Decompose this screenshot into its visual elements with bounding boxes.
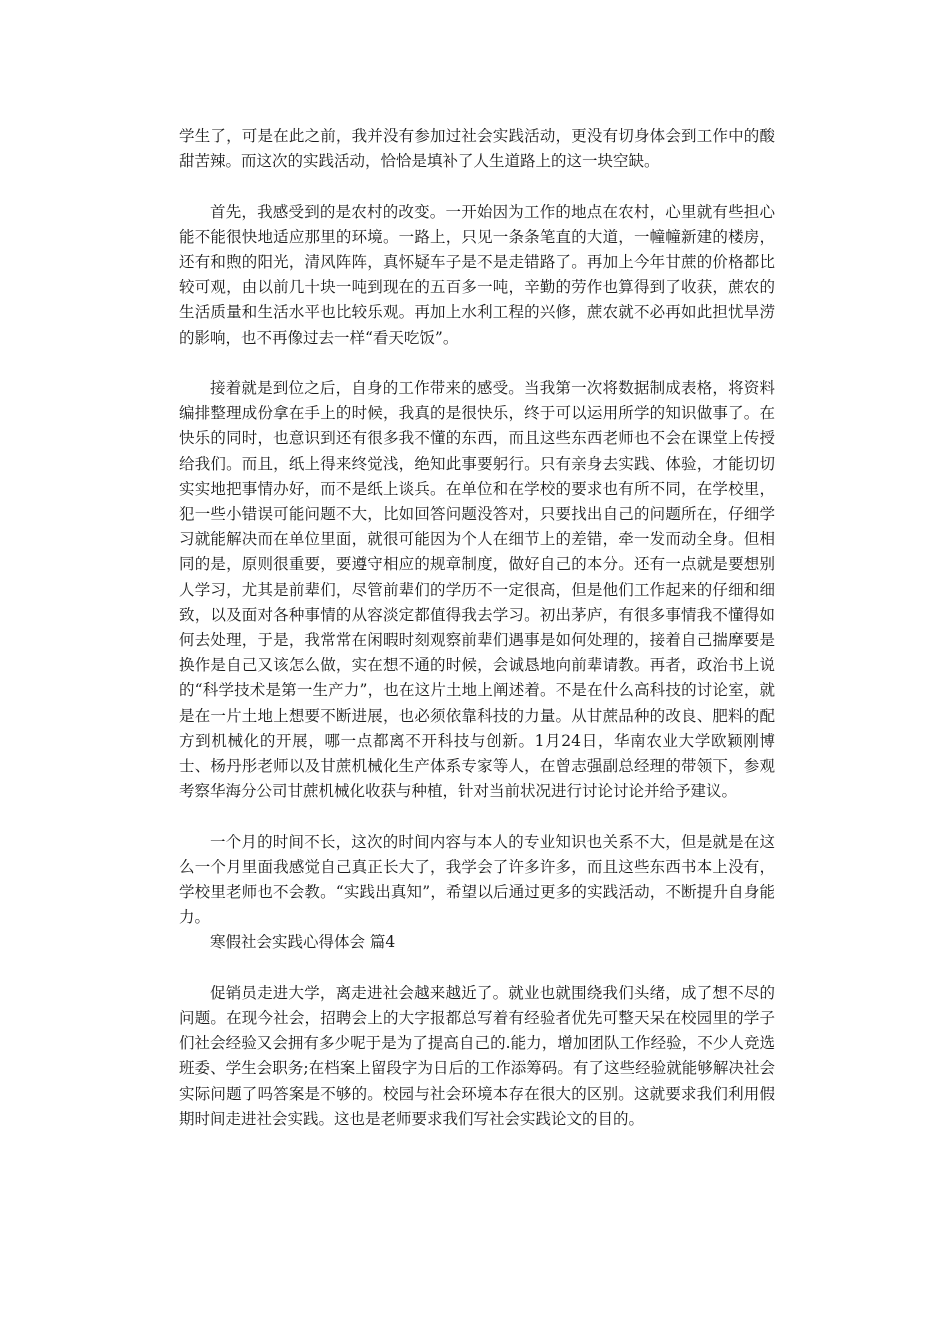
paragraph-rural-change: 首先，我感受到的是农村的改变。一开始因为工作的地点在农村，心里就有些担心能不能很快地适应那里的环境。一路上，只见一条条笔直的大道，一幢幢新建的楼房，还有和煦的阳光，清风阵阵，真怀疑车子是不是走错路了。再加上今年甘蔗的价格都比较可观，由以前几十块一吨到现在的五百多一吨，辛勤的劳作也算得到了收获，蔗农的生活质量和生活水平也比较乐观。再加上水利工程的兴修，蔗农就不必再如此担忧旱涝的影响，也不再像过去一样“看天吃饭”。 xyxy=(179,202,775,347)
paragraph-promoter: 促销员走进大学，离走进社会越来越近了。就业也就围绕我们头绪，成了想不尽的问题。在现今社会，招聘会上的大字报都总写着有经验者优先可整天呆在校园里的学子们社会经验又会拥有多少呢于是为了提高自己的.能力，增加团队工作经验，不少人竞选班委、学生会职务;在档案上留段字为日后的工作添筹码。有了这些经验就能够解决社会实际问题了吗答案是不够的。校园与社会环境本存在很大的区别。这就要求我们利用假期时间走进社会实践。这也是老师要求我们写社会实践论文的目的。 xyxy=(179,983,775,1128)
paragraph-continuation: 学生了，可是在此之前，我并没有参加过社会实践活动，更没有切身体会到工作中的酸甜苦辣。而这次的实践活动，恰恰是填补了人生道路上的这一块空缺。 xyxy=(179,127,775,171)
section-heading: 寒假社会实践心得体会 篇4 xyxy=(210,933,396,952)
paragraph-work-experience: 接着就是到位之后，自身的工作带来的感受。当我第一次将数据制成表格，将资料编排整理成份拿在手上的时候，我真的是很快乐，终于可以运用所学的知识做事了。在快乐的同时，也意识到还有很多我不懂的东西，而且这些东西老师也不会在课堂上传授给我们。而且，纸上得来终觉浅，绝知此事要躬行。只有亲身去实践、体验，才能切切实实地把事情办好，而不是纸上谈兵。在单位和在学校的要求也有所不同，在学校里，犯一些小错误可能问题不大，比如回答问题没答对，只要找出自己的问题所在，仔细学习就能解决而在单位里面，就很可能因为个人在细节上的差错，牵一发而动全身。但相同的是，原则很重要，要遵守相应的规章制度，做好自己的本分。还有一点就是要想别人学习，尤其是前辈们，尽管前辈们的学历不一定很高，但是他们工作起来的仔细和细致，以及面对各种事情的从容淡定都值得我去学习。初出茅庐，有很多事情我不懂得如何去处理，于是，我常常在闲暇时刻观察前辈们遇事是如何处理的，接着自己揣摩要是换作是自己又该怎么做，实在想不通的时候，会诚恳地向前辈请教。再者，政治书上说的“科学技术是第一生产力”，也在这片土地上阐述着。不是在什么高科技的讨论室，就是在一片土地上想要不断进展，也必须依靠科技的力量。从甘蔗品种的改良、肥料的配方到机械化的开展，哪一点都离不开科技与创新。1月24日，华南农业大学欧颖刚博士、杨丹彤老师以及甘蔗机械化生产体系专家等人，在曾志强副总经理的带领下，参观考察华海分公司甘蔗机械化收获与种植，针对当前状况进行讨论讨论并给予建议。 xyxy=(179,379,775,801)
paragraph-conclusion: 一个月的时间不长，这次的时间内容与本人的专业知识也关系不大，但是就是在这么一个月里面我感觉自己真正长大了，我学会了许多许多，而且这些东西书本上没有，学校里老师也不会教。“实践出真知”，希望以后通过更多的实践活动，不断提升自身能力。 xyxy=(179,832,775,927)
document-page xyxy=(179,124,775,1132)
